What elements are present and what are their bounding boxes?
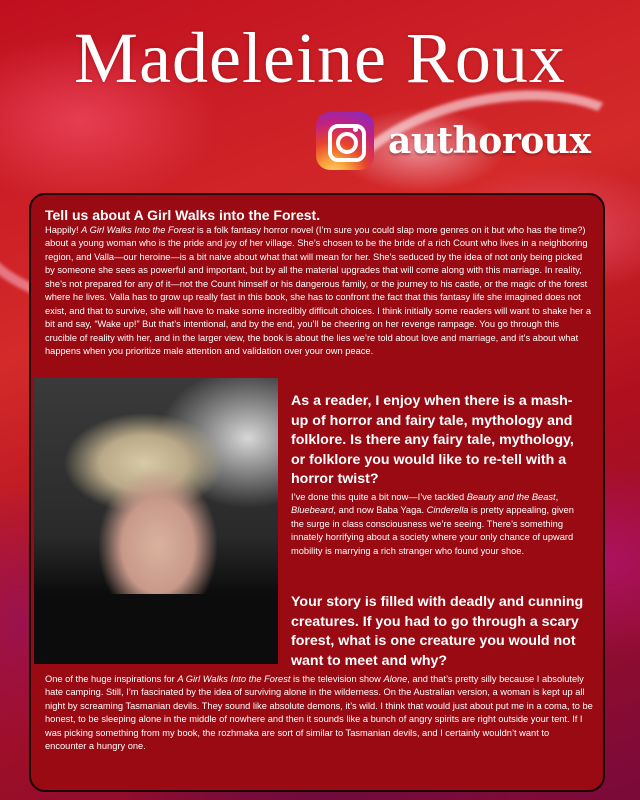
author-name-title: Madeleine Roux bbox=[74, 18, 566, 98]
question-1: Tell us about A Girl Walks into the Forest. bbox=[45, 207, 321, 223]
instagram-handle[interactable]: authoroux bbox=[388, 120, 591, 162]
author-photo bbox=[34, 378, 278, 664]
interview-panel bbox=[29, 193, 605, 792]
question-2: As a reader, I enjoy when there is a mash-up of horror and fairy tale, mythology and folklore. Is there any fairy tale, mythology, or folklore you would like to re-tell with a horror twist? bbox=[291, 393, 574, 487]
question-3: Your story is filled with deadly and cunning creatures. If you had to go through a scary forest, what is one creature you would not want to meet and why? bbox=[291, 594, 584, 669]
answer-1: Happily! A Girl Walks Into the Forest is a folk fantasy horror novel (I’m sure you could slap more genres on it but who has the time?) about a young woman who is the pride and joy of her village. She’s chosen to be the bride of a rich Count who lives in a neighboring region, and Valla—our heroine—is a bit naive about what that will mean for her. She’s seduced by the idea of not only being picked by someone she sees as powerful and important, but by all the material upgrades that will come along with this marriage. In reality, she’s not prepared for any of it—not the Count himself or his dangerous family, or the journey to his castle, or the magic of the forest where he lives. Valla has to grow up really fast in this book, she has to confront the fact that this fantasy life she imagined does not exist, and that to survive, she will have to make some incredibly difficult choices. I think initially some readers will want to shake her a bit and say, “Wake up!” But that’s intentional, and by the end, you’ll be cheering on her revenge rampage. You go through this crucible of reality with her, and in the larger view, the book is about the lies we’re told about love and marriage, and it’s about what happens when you prioritize male attention and validation over your own peace. bbox=[45, 225, 592, 357]
instagram-link[interactable] bbox=[316, 112, 590, 170]
answer-3: One of the huge inspirations for A Girl Walks Into the Forest is the television show Alone, and that’s pretty silly because I absolutely hate camping. Still, I’m fascinated by the idea of surviving alone in the wilderness. On the Australian version, a woman is kept up all night by screaming Tasmanian devils. They sound like absolute demons, it’s wild. I think that would just about put me in a coma, to be honest, to be sleeping alone in the middle of nowhere and then it sounds like a bunch of angry spirits are right outside your tent. If I was picking something from my book, the rozhmaka are sort of similar to Tasmanian devils, and I certainly wouldn’t want to encounter a hungry one. bbox=[45, 674, 593, 752]
answer-2: I’ve done this quite a bit now—I’ve tackled Beauty and the Beast, Bluebeard, and now Baba Yaga. Cinderella is pretty appealing, given the surge in class consciousness we’re seeing. There’s something innately horrifying about a society where your only chance of upward mobility is marrying a rich stranger who found your shoe. bbox=[291, 492, 574, 556]
instagram-icon bbox=[316, 112, 374, 170]
